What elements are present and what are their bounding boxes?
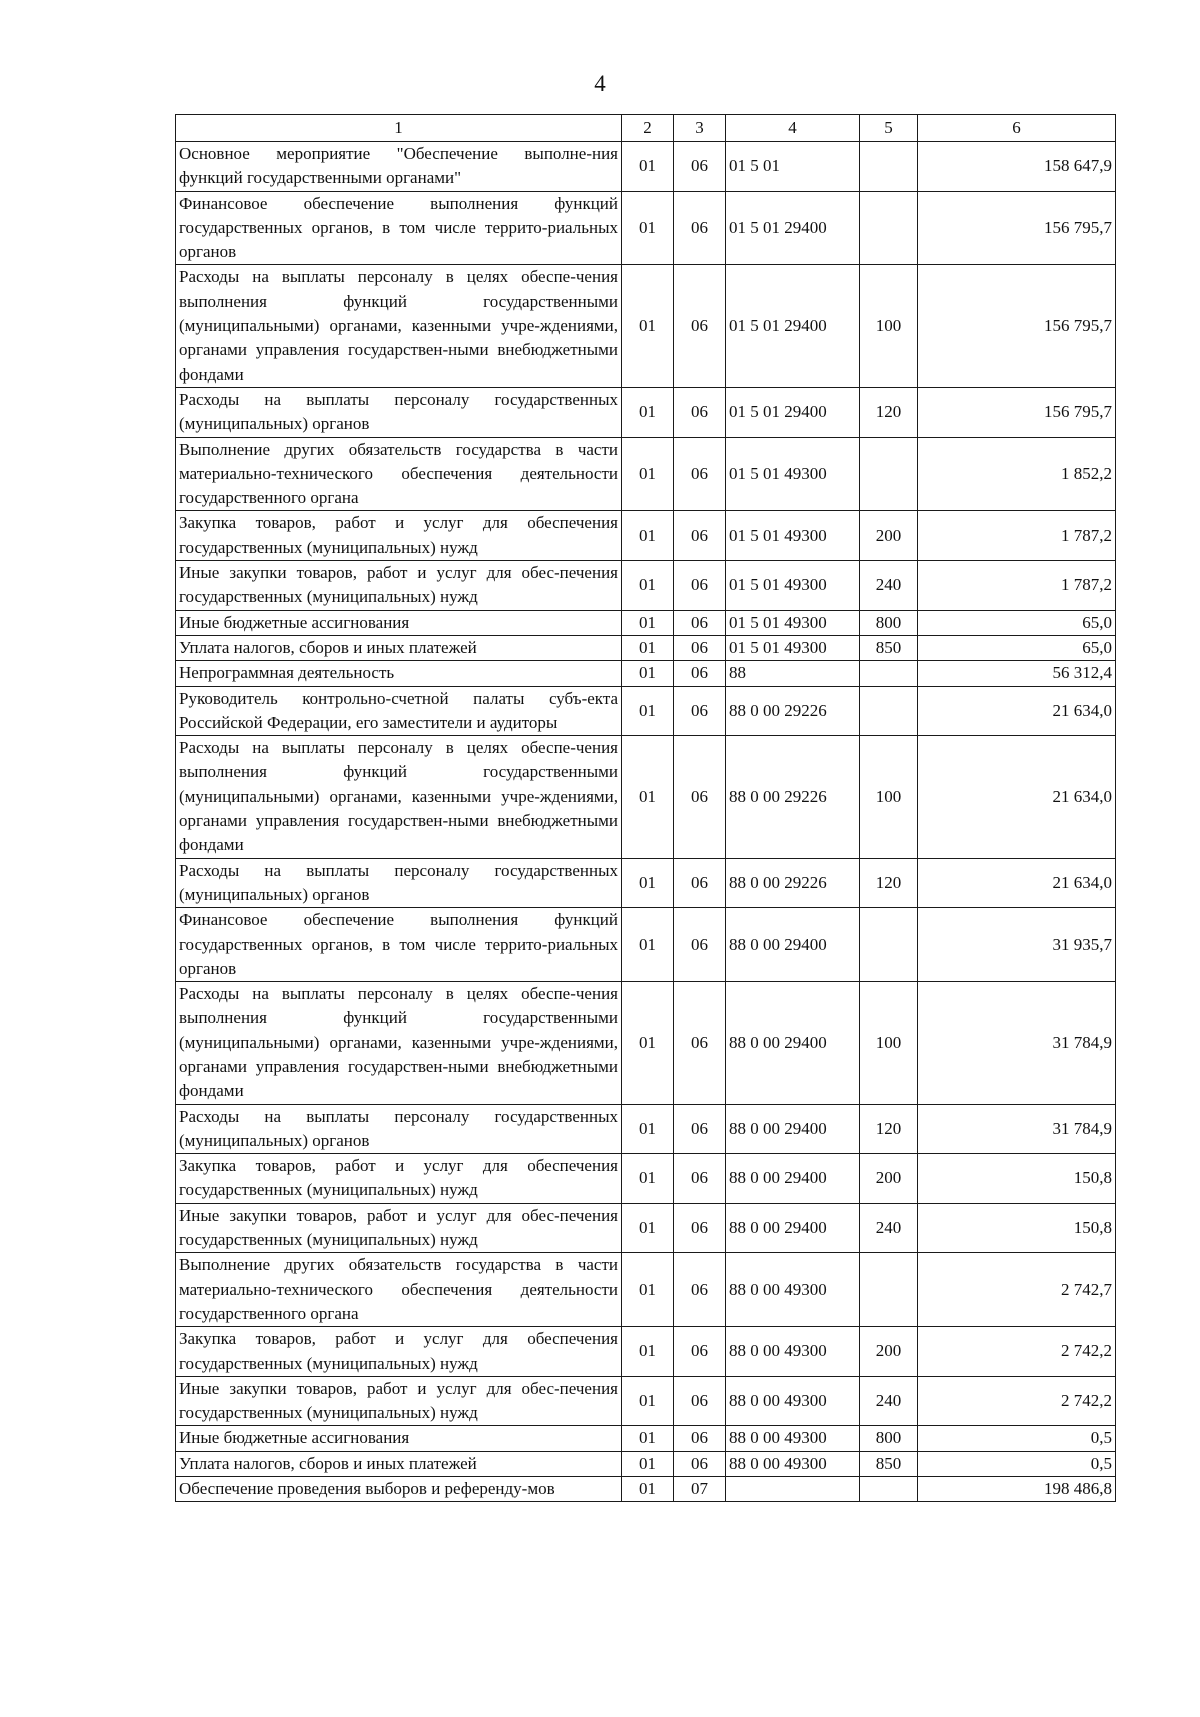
row-section-cell: 01 (622, 635, 674, 660)
row-name-cell: Иные бюджетные ассигнования (176, 610, 622, 635)
row-target-article-cell: 88 0 00 29400 (726, 1154, 860, 1204)
row-expense-type-cell: 240 (860, 1203, 918, 1253)
row-subsection-cell: 06 (674, 511, 726, 561)
table-row (176, 142, 1116, 192)
row-section-cell: 01 (622, 1327, 674, 1377)
table-row (176, 1451, 1116, 1476)
table-row (176, 661, 1116, 686)
row-amount-cell: 158 647,9 (918, 142, 1116, 192)
row-expense-type-cell (860, 437, 918, 511)
row-target-article-cell: 88 0 00 49300 (726, 1327, 860, 1377)
row-name-cell: Иные бюджетные ассигнования (176, 1426, 622, 1451)
row-amount-cell: 2 742,7 (918, 1253, 1116, 1327)
row-amount-cell: 21 634,0 (918, 736, 1116, 858)
row-amount-cell: 1 852,2 (918, 437, 1116, 511)
row-expense-type-cell: 100 (860, 982, 918, 1104)
row-expense-type-cell: 120 (860, 1104, 918, 1154)
table-row (176, 982, 1116, 1104)
row-target-article-cell: 01 5 01 29400 (726, 387, 860, 437)
row-expense-type-cell: 100 (860, 265, 918, 387)
row-subsection-cell: 06 (674, 736, 726, 858)
row-subsection-cell: 06 (674, 561, 726, 611)
row-section-cell: 01 (622, 1104, 674, 1154)
table-row (176, 1426, 1116, 1451)
row-subsection-cell: 06 (674, 387, 726, 437)
row-target-article-cell: 01 5 01 49300 (726, 511, 860, 561)
row-expense-type-cell (860, 142, 918, 192)
header-col-1: 1 (176, 115, 622, 142)
row-expense-type-cell: 200 (860, 511, 918, 561)
row-subsection-cell: 06 (674, 265, 726, 387)
row-amount-cell: 31 784,9 (918, 982, 1116, 1104)
row-target-article-cell: 88 0 00 29400 (726, 1104, 860, 1154)
table-row (176, 561, 1116, 611)
row-amount-cell: 1 787,2 (918, 561, 1116, 611)
table-row (176, 610, 1116, 635)
row-amount-cell: 0,5 (918, 1426, 1116, 1451)
row-target-article-cell: 88 (726, 661, 860, 686)
table-row (176, 1477, 1116, 1502)
row-section-cell: 01 (622, 561, 674, 611)
row-amount-cell: 150,8 (918, 1203, 1116, 1253)
row-section-cell: 01 (622, 610, 674, 635)
header-col-2: 2 (622, 115, 674, 142)
row-subsection-cell: 06 (674, 858, 726, 908)
row-section-cell: 01 (622, 142, 674, 192)
row-subsection-cell: 06 (674, 1203, 726, 1253)
row-amount-cell: 198 486,8 (918, 1477, 1116, 1502)
row-target-article-cell: 88 0 00 29400 (726, 908, 860, 982)
row-name-cell: Расходы на выплаты персоналу государственных (муниципальных) органов (176, 1104, 622, 1154)
row-name-cell: Руководитель контрольно-счетной палаты субъ-екта Российской Федерации, его заместители и аудиторы (176, 686, 622, 736)
row-expense-type-cell (860, 661, 918, 686)
row-amount-cell: 65,0 (918, 635, 1116, 660)
row-name-cell: Финансовое обеспечение выполнения функций государственных органов, в том числе террито-риальных органов (176, 908, 622, 982)
row-subsection-cell: 06 (674, 635, 726, 660)
row-name-cell: Расходы на выплаты персоналу в целях обеспе-чения выполнения функций государственными (муниципальными) органами, казенными учре-ждениями, органами управления государствен-ными внебюджетными фондами (176, 982, 622, 1104)
row-section-cell: 01 (622, 1154, 674, 1204)
row-target-article-cell: 88 0 00 49300 (726, 1426, 860, 1451)
row-target-article-cell: 01 5 01 (726, 142, 860, 192)
table-row (176, 1253, 1116, 1327)
row-subsection-cell: 06 (674, 1376, 726, 1426)
row-expense-type-cell: 120 (860, 387, 918, 437)
row-target-article-cell: 01 5 01 29400 (726, 191, 860, 265)
row-name-cell: Основное мероприятие "Обеспечение выполне-ния функций государственными органами" (176, 142, 622, 192)
row-section-cell: 01 (622, 908, 674, 982)
row-name-cell: Уплата налогов, сборов и иных платежей (176, 635, 622, 660)
table-row (176, 191, 1116, 265)
row-name-cell: Закупка товаров, работ и услуг для обеспечения государственных (муниципальных) нужд (176, 1327, 622, 1377)
row-amount-cell: 2 742,2 (918, 1327, 1116, 1377)
row-target-article-cell: 88 0 00 49300 (726, 1451, 860, 1476)
row-name-cell: Уплата налогов, сборов и иных платежей (176, 1451, 622, 1476)
row-target-article-cell: 01 5 01 49300 (726, 437, 860, 511)
row-subsection-cell: 06 (674, 437, 726, 511)
row-amount-cell: 1 787,2 (918, 511, 1116, 561)
table-row (176, 858, 1116, 908)
row-amount-cell: 31 784,9 (918, 1104, 1116, 1154)
row-amount-cell: 0,5 (918, 1451, 1116, 1476)
row-target-article-cell: 88 0 00 49300 (726, 1253, 860, 1327)
table-row (176, 1203, 1116, 1253)
row-subsection-cell: 06 (674, 142, 726, 192)
table-row (176, 686, 1116, 736)
row-expense-type-cell: 240 (860, 1376, 918, 1426)
header-col-6: 6 (918, 115, 1116, 142)
row-expense-type-cell: 800 (860, 1426, 918, 1451)
row-name-cell: Обеспечение проведения выборов и референду-мов (176, 1477, 622, 1502)
row-section-cell: 01 (622, 191, 674, 265)
row-target-article-cell: 88 0 00 29226 (726, 736, 860, 858)
row-subsection-cell: 06 (674, 1327, 726, 1377)
budget-table (175, 114, 1116, 1502)
row-subsection-cell: 06 (674, 1104, 726, 1154)
row-subsection-cell: 06 (674, 1426, 726, 1451)
table-row (176, 437, 1116, 511)
row-target-article-cell: 01 5 01 49300 (726, 561, 860, 611)
row-section-cell: 01 (622, 1426, 674, 1451)
row-section-cell: 01 (622, 1203, 674, 1253)
page-number: 4 (594, 71, 606, 96)
row-name-cell: Выполнение других обязательств государства в части материально-технического обеспечения деятельности государственного органа (176, 1253, 622, 1327)
row-expense-type-cell (860, 686, 918, 736)
table-row (176, 736, 1116, 858)
row-name-cell: Закупка товаров, работ и услуг для обеспечения государственных (муниципальных) нужд (176, 1154, 622, 1204)
row-subsection-cell: 06 (674, 1253, 726, 1327)
table-header-row (176, 115, 1116, 142)
row-expense-type-cell: 200 (860, 1327, 918, 1377)
row-target-article-cell: 88 0 00 29400 (726, 982, 860, 1104)
row-amount-cell: 156 795,7 (918, 191, 1116, 265)
row-section-cell: 01 (622, 858, 674, 908)
row-amount-cell: 156 795,7 (918, 265, 1116, 387)
header-col-3: 3 (674, 115, 726, 142)
table-row (176, 1327, 1116, 1377)
row-name-cell: Расходы на выплаты персоналу в целях обеспе-чения выполнения функций государственными (муниципальными) органами, казенными учре-ждениями, органами управления государствен-ными внебюджетными фондами (176, 265, 622, 387)
row-section-cell: 01 (622, 686, 674, 736)
row-section-cell: 01 (622, 1477, 674, 1502)
row-target-article-cell: 01 5 01 49300 (726, 635, 860, 660)
row-subsection-cell: 06 (674, 1451, 726, 1476)
table-row (176, 908, 1116, 982)
row-target-article-cell: 01 5 01 29400 (726, 265, 860, 387)
row-section-cell: 01 (622, 1253, 674, 1327)
row-name-cell: Иные закупки товаров, работ и услуг для обес-печения государственных (муниципальных) нужд (176, 561, 622, 611)
row-amount-cell: 2 742,2 (918, 1376, 1116, 1426)
table-body (176, 142, 1116, 1502)
table-row (176, 1104, 1116, 1154)
row-section-cell: 01 (622, 736, 674, 858)
row-expense-type-cell: 850 (860, 1451, 918, 1476)
row-expense-type-cell (860, 1477, 918, 1502)
row-section-cell: 01 (622, 661, 674, 686)
row-name-cell: Иные закупки товаров, работ и услуг для обес-печения государственных (муниципальных) нужд (176, 1203, 622, 1253)
table-row (176, 265, 1116, 387)
row-subsection-cell: 06 (674, 610, 726, 635)
row-expense-type-cell (860, 908, 918, 982)
row-section-cell: 01 (622, 1376, 674, 1426)
row-section-cell: 01 (622, 511, 674, 561)
row-target-article-cell: 88 0 00 29226 (726, 686, 860, 736)
row-amount-cell: 31 935,7 (918, 908, 1116, 982)
row-name-cell: Расходы на выплаты персоналу в целях обеспе-чения выполнения функций государственными (муниципальными) органами, казенными учре-ждениями, органами управления государствен-ными внебюджетными фондами (176, 736, 622, 858)
table-row (176, 511, 1116, 561)
row-expense-type-cell (860, 1253, 918, 1327)
row-name-cell: Выполнение других обязательств государства в части материально-технического обеспечения деятельности государственного органа (176, 437, 622, 511)
row-target-article-cell: 88 0 00 49300 (726, 1376, 860, 1426)
row-expense-type-cell: 240 (860, 561, 918, 611)
row-name-cell: Расходы на выплаты персоналу государственных (муниципальных) органов (176, 387, 622, 437)
row-subsection-cell: 06 (674, 982, 726, 1104)
row-subsection-cell: 07 (674, 1477, 726, 1502)
row-expense-type-cell: 200 (860, 1154, 918, 1204)
row-name-cell: Иные закупки товаров, работ и услуг для обес-печения государственных (муниципальных) нужд (176, 1376, 622, 1426)
row-subsection-cell: 06 (674, 1154, 726, 1204)
row-name-cell: Расходы на выплаты персоналу государственных (муниципальных) органов (176, 858, 622, 908)
row-section-cell: 01 (622, 982, 674, 1104)
row-expense-type-cell (860, 191, 918, 265)
row-subsection-cell: 06 (674, 661, 726, 686)
row-expense-type-cell: 800 (860, 610, 918, 635)
header-col-5: 5 (860, 115, 918, 142)
row-target-article-cell: 88 0 00 29226 (726, 858, 860, 908)
row-expense-type-cell: 850 (860, 635, 918, 660)
row-expense-type-cell: 100 (860, 736, 918, 858)
row-amount-cell: 21 634,0 (918, 686, 1116, 736)
row-amount-cell: 156 795,7 (918, 387, 1116, 437)
table-row (176, 387, 1116, 437)
row-section-cell: 01 (622, 437, 674, 511)
row-name-cell: Закупка товаров, работ и услуг для обеспечения государственных (муниципальных) нужд (176, 511, 622, 561)
row-name-cell: Непрограммная деятельность (176, 661, 622, 686)
row-target-article-cell: 01 5 01 49300 (726, 610, 860, 635)
row-section-cell: 01 (622, 387, 674, 437)
row-subsection-cell: 06 (674, 191, 726, 265)
table-row (176, 1154, 1116, 1204)
table-row (176, 635, 1116, 660)
row-amount-cell: 150,8 (918, 1154, 1116, 1204)
row-amount-cell: 65,0 (918, 610, 1116, 635)
row-name-cell: Финансовое обеспечение выполнения функций государственных органов, в том числе террито-риальных органов (176, 191, 622, 265)
row-amount-cell: 21 634,0 (918, 858, 1116, 908)
header-col-4: 4 (726, 115, 860, 142)
row-expense-type-cell: 120 (860, 858, 918, 908)
row-subsection-cell: 06 (674, 908, 726, 982)
row-target-article-cell (726, 1477, 860, 1502)
table-row (176, 1376, 1116, 1426)
row-amount-cell: 56 312,4 (918, 661, 1116, 686)
row-section-cell: 01 (622, 1451, 674, 1476)
row-section-cell: 01 (622, 265, 674, 387)
row-subsection-cell: 06 (674, 686, 726, 736)
row-target-article-cell: 88 0 00 29400 (726, 1203, 860, 1253)
